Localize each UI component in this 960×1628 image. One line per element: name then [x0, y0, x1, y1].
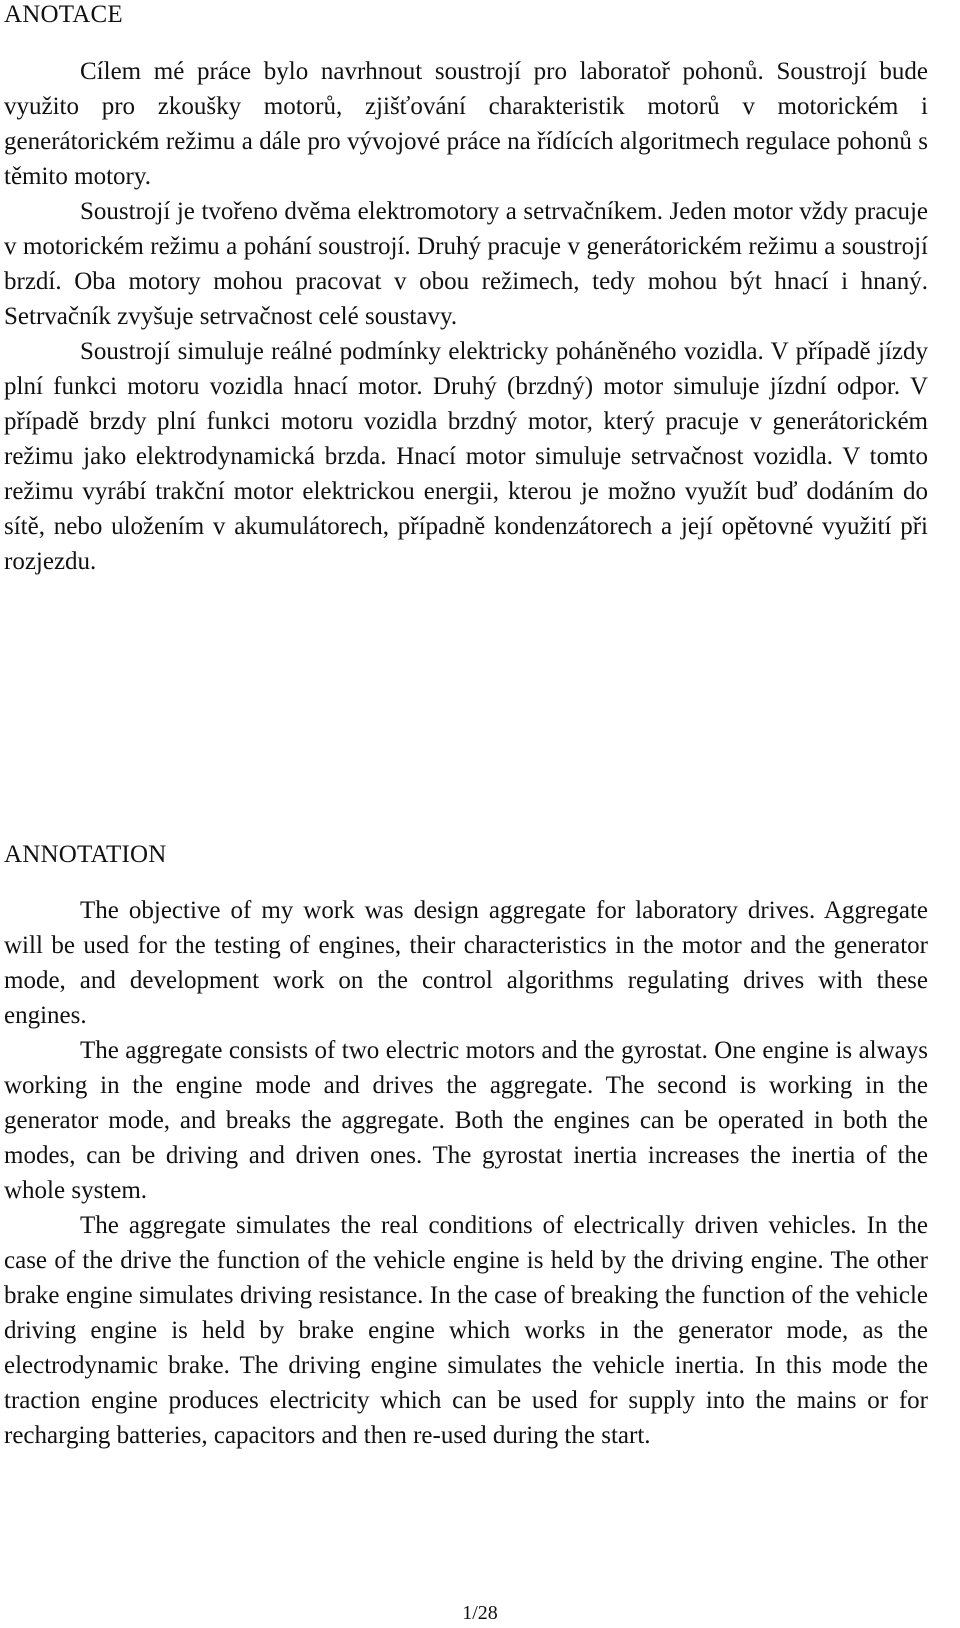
- english-paragraph-2: The aggregate consists of two electric motors and the gyrostat. One engine is always working in the engine mode and drives the aggregate. The second is working in the generator mode, and breaks the aggregate. Both the engines can be operated in both the modes, can be driving and driven ones. The gyrostat inertia increases the inertia of the whole system.: [4, 1037, 928, 1204]
- czech-annotation-body: [4, 54, 928, 579]
- czech-paragraph-3: Soustrojí simuluje reálné podmínky elektricky poháněného vozidla. V případě jízdy plní funkci motoru vozidla hnací motor. Druhý (brzdný) motor simuluje jízdní odpor. V případě brzdy plní funkci motoru vozidla brzdný motor, který pracuje v generátorickém režimu jako elektrodynamická brzda. Hnací motor simuluje setrvačnost vozidla. V tomto režimu vyrábí trakční motor elektrickou energii, kterou je možno využít buď dodáním do sítě, nebo uložením v akumulátorech, případně kondenzátorech a její opětovné využití při rozjezdu.: [4, 338, 928, 575]
- english-paragraph-3: The aggregate simulates the real conditions of electrically driven vehicles. In the case of the drive the function of the vehicle engine is held by the driving engine. The other brake engine simulates driving resistance. In the case of breaking the function of the vehicle driving engine is held by brake engine which works in the generator mode, as the electrodynamic brake. The driving engine simulates the vehicle inertia. In this mode the traction engine produces electricity which can be used for supply into the mains or for recharging batteries, capacitors and then re-used during the start.: [4, 1212, 928, 1449]
- english-annotation-body: [4, 893, 928, 1453]
- english-annotation-heading: ANNOTATION: [4, 841, 167, 868]
- czech-paragraph-1: Cílem mé práce bylo navrhnout soustrojí pro laboratoř pohonů. Soustrojí bude využito pro zkoušky motorů, zjišťování charakteristik motorů v motorickém i generátorickém režimu a dále pro vývojové práce na řídících algoritmech regulace pohonů s těmito motory.: [4, 58, 928, 190]
- page-number: 1/28: [462, 1602, 498, 1624]
- czech-paragraph-2: Soustrojí je tvořeno dvěma elektromotory a setrvačníkem. Jeden motor vždy pracuje v motorickém režimu a pohání soustrojí. Druhý pracuje v generátorickém režimu a soustrojí brzdí. Oba motory mohou pracovat v obou režimech, tedy mohou být hnací i hnaný. Setrvačník zvyšuje setrvačnost celé soustavy.: [4, 198, 928, 330]
- english-paragraph-1: The objective of my work was design aggregate for laboratory drives. Aggregate will be used for the testing of engines, their characteristics in the motor and the generator mode, and development work on the control algorithms regulating drives with these engines.: [4, 897, 928, 1029]
- czech-annotation-heading: ANOTACE: [4, 1, 123, 28]
